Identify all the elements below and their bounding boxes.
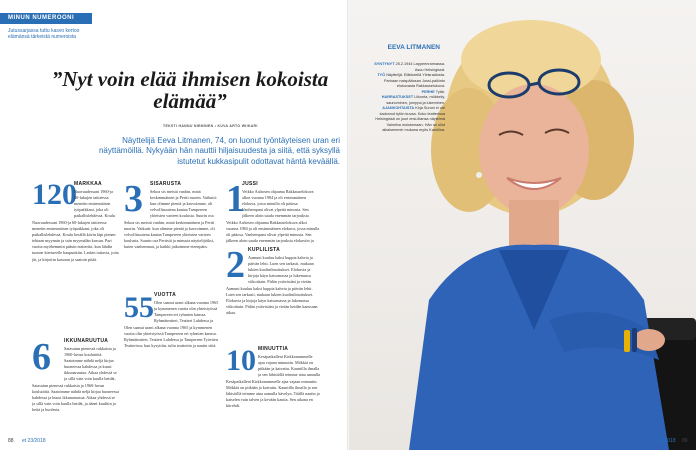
bio-label-hobbies: HARRASTUKSET [381, 95, 414, 99]
block-heading-sisarusta: SISARUSTA [150, 181, 182, 187]
bio-label-current: AJANKOHTAISTA [382, 106, 415, 110]
block-text-jussi: Veikko Aaltosen ohjaama Rakkauselokuva alkoi vuonna 1984 ja oli ensimmäinen elokuva, jossa minulla oli pääosa. Vanhempani olivat ylpeitä minusta. Sen jälkeen aloin saada enemmän tarjouksia [242, 189, 314, 219]
block-text-ikkunaruutua-cont: Satasatun pienessä rukkaisia ja 1960-luvun koulutöitä. Saatoimme nähdä neljä kirjaa huoneessa kahdessa ja kuusi ikkunaruutua. Aikaa yhdessä se ja sillä vain voin kuulla heidät, ja äänet kuultiin ja heitä ja huolesta. [32, 383, 119, 413]
bio-value-work: Näyttelijä. Eläkkeellä Yleisradiosta. Parhaan naispääosan Jussi-palkinto elokuvasta Rakkauselokuva. [383, 73, 445, 88]
block-heading-minuuttia: MINUUTTIA [258, 346, 289, 352]
number-10: 10 [226, 344, 256, 377]
bio-value-hobbies: Liikunta, mökkeily, saunominen, jumppa ja lukeminen. [386, 95, 445, 105]
number-55: 55 [124, 291, 154, 324]
block-text-jussi-cont: Veikko Aaltosen ohjaama Rakkauselokuva alkoi vuonna 1984 ja oli ensimmäinen elokuva, jossa minulla oli pääosa. Vanhempani olivat ylpeitä minusta. Sen jälkeen aloin saada enemmän tarjouksia elokuviin ja [226, 220, 320, 244]
magazine-issue-right: et 23/2018 [652, 438, 676, 444]
number-1: 1 [226, 178, 245, 220]
block-text-kuplilista: Aamuni kuuluu kaksi kuppia kahvia ja päivän lehti. Luen sen tarkasti, mukaan lukien kuolinilmoitukset. Elokuvia ja kirjoja käyn katsomassa ja lukemassa viikoittain. Pidän ystävistäni ja vietän [248, 255, 314, 285]
block-heading-kuplilista: KUPLILISTA [248, 247, 281, 253]
lede-paragraph: Näyttelijä Eeva Litmanen, 74, on luonut työntäyteisen uran eri näyttämöillä. Nykyään hän nauttii hiljaisuudesta ja siitä, että syksyllä istutetut kukkasipulit odottavat häntä keväällä. [98, 136, 340, 166]
bio-value-born: 25.2.1944 Lappeenrannassa. Asuu Helsingissä. [395, 62, 445, 72]
block-text-markkaa: Nuoruudessani 1960-ja 60-lukujen taitteessa menetin ensimmäisen työpaikkani, joka oli paikallislehdessä. Koulu [74, 189, 115, 219]
number-120: 120 [32, 178, 77, 211]
bio-facts [373, 62, 445, 134]
bio-value-family: Tytär. [435, 89, 445, 94]
block-text-minuuttia: Kesäpaikalleni Kirkkonummelle ajaa vajaan minuutin. Mökkiä on pitkään ja kaivattu. Kauniilla ilmalla ja sen lähistöllä teimme aina aamulla [258, 354, 320, 378]
block-text-sisarusta-cont: Sekoa sis meistä vanhin, minä keskimmäinen ja Pertti nuorin. Vaikutti: kun olimme pieniä ja kasvoimme, oli velvollisuutena kantaa Tampereen yhteisten varteen koulusta. Suurin osa Pertistä ja minusta näyttelijöiksi, kuten vanhemmat, ja kaikki jatkoimme eteenpäin. [124, 220, 215, 250]
number-2: 2 [226, 244, 245, 286]
section-label: MINUN NUMEROONI [0, 13, 92, 24]
section-subtitle: Jutussarjassa tuttu kasvo kertoo elämänsä tärkeistä numeroista [8, 28, 80, 41]
bio-label-family: PERHE [421, 89, 435, 94]
magazine-issue-left: et 23/2018 [22, 438, 46, 444]
block-text-kuplilista-cont: Aamuni kuuluu kaksi kuppia kahvia ja päivän lehti. Luen sen tarkasti, mukaan lukien kuolinilmoitukset. Elokuvia ja kirjoja käyn katsomassa ja lukemassa viikoittain. Pidän ystävistäni ja vietän heidän kanssaan aikaa. [226, 286, 318, 316]
block-heading-vuotta: VUOTTA [154, 292, 176, 298]
block-heading-jussi: JUSSI [242, 181, 258, 187]
bio-label-born: SYNTYNYT [374, 62, 395, 66]
number-3: 3 [124, 178, 143, 220]
block-heading-markkaa: MARKKAA [74, 181, 102, 187]
page-number-right: 89 [682, 438, 688, 444]
bio-value-current: Kirja Suruni ei ole kadonnut tytön kuvaa. Koko teatterissa Helsingissä on juuri ensi-iltansa näytelmä Valmiina muistomaan. Hän on ollut aikaisemmin mukana myös Karoliina. [375, 106, 445, 132]
byline-credit: TEKSTI HANNU NIEMINEN • KUVA ARTO WIIKARI [163, 124, 258, 128]
block-text-ikkunaruutua: Satasatun pienessä rukkaisia ja 1960-luvun koulutöitä. Saatoimme nähdä neljä kirjaa huoneessa kahdessa ja kuusi ikkunaruutua. Aikaa yhdessä se ja sillä vain voin kuulla heidät, [64, 346, 117, 382]
block-text-vuotta-cont: Olen saanut urani alkana vuonna 1965 ja kymmenen vuotta olin yhteistyössä Tampereen eri ryhmien kanssa. Ryhmäteatteri, Teatteri Lahdessa ja Tampereen Työväen Teatterissa; kun kysyttiin, tulin teatteriin ja nautin siitä. [124, 325, 218, 349]
block-text-minuuttia-cont: Kesäpaikalleni Kirkkonummelle ajaa vajaan minuutin. Mökkiä on pitkään ja kaivattu. Kauniilla ilmalla ja sen lähistöllä teimme aina aamulla kävelyn. Täällä nautin ja katselen vain talven ja kevään kautta. Sen aikana en kiirehdi. [226, 379, 320, 409]
headline: ”Nyt voin elää ihmisen kokoista elämää” [51, 67, 329, 114]
block-text-sisarusta: Sekoa sis meistä vanhin, minä keskimmäinen ja Pertti nuorin. Vaikutti: kun olimme pieniä ja kasvoimme, oli velvollisuutena kantaa Tampereen yhteisten varteen koulusta. Suurin osa [150, 189, 218, 219]
bio-label-work: TYÖ [377, 73, 386, 77]
block-heading-ikkunaruutua: IKKUNARUUTUA [64, 338, 109, 344]
number-6: 6 [32, 336, 51, 378]
bio-name: EEVA LITMANEN [387, 44, 440, 51]
block-text-markkaa-cont: Nuoruudessani 1960-ja 60-lukujen taitteessa menetin ensimmäisen työpaikkani, joka oli paikallislehdessä. Koulu kesällä kävin läpi pienen tehtaan myynnin ja sain myymälän kassan. Pari vuotta myöhemmin pääsin teatteriin, kun lähdin tuonne kiertueelle kaupunkiin. Laskin tuttavia, joita jäi, ja kirjoitin kassaan ja saatoin pitää. [32, 220, 119, 262]
page-number-left: 88 [8, 438, 14, 444]
block-text-vuotta: Olen saanut urani alkana vuonna 1965 ja kymmenen vuotta olin yhteistyössä Tampereen eri ryhmien kanssa. Ryhmäteatteri, Teatteri Lahdessa ja [154, 300, 219, 324]
